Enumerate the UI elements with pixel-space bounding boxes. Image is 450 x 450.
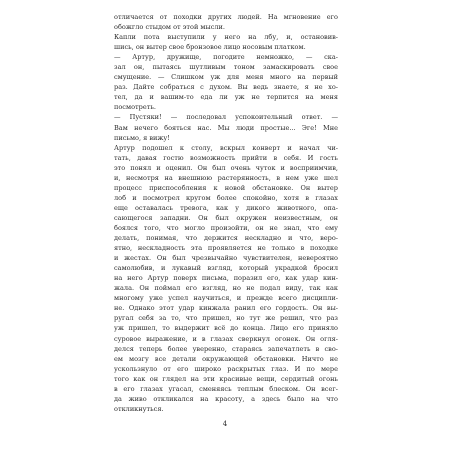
text-line: ем мозгу все детали окружающей обстановки. Ничто не bbox=[114, 354, 338, 363]
text-line: сающегося западни. Он был окружен неизвестным, он bbox=[114, 213, 338, 222]
text-line: Артур подошел к столу, вскрыл конверт и начал чи- bbox=[114, 143, 338, 152]
text-line: откликнуться. bbox=[114, 404, 164, 413]
text-line: и жестах. Он был чрезвычайно чувствителен, невероятно bbox=[114, 254, 338, 263]
text-line: лоб и посмотрел кругом более спокойно, хотя в глазах bbox=[114, 193, 338, 202]
text-line: в его глазах угасал, сменяясь теплым блеском. Он всег- bbox=[114, 384, 338, 393]
text-line: тать, давая гостю возможность прийти в себя. И гость bbox=[114, 153, 338, 162]
text-line: и, несмотря на внешнюю растерянность, в нем уже шел bbox=[114, 173, 338, 182]
text-line: Вам нечего бояться нас. Мы люди простые... Эге! Мне bbox=[114, 123, 338, 132]
text-line: не. Однако этот удар кинжала ранил его гордость. Он вы- bbox=[114, 304, 338, 313]
text-line: зал он, пытаясь шутливым тоном замаскировать свое bbox=[114, 63, 338, 72]
text-line: смущение. — Слишком уж для меня много на первый bbox=[114, 73, 338, 82]
text-line: ускользнуло от его широко раскрытых глаз. И по мере bbox=[114, 364, 338, 373]
body-text bbox=[114, 12, 338, 414]
text-line: ятно, нескладность эта проявляется не только в походке bbox=[114, 244, 338, 253]
text-line: обожгло стыдом от этой мысли. bbox=[114, 23, 225, 32]
text-line: шись, он вытер свое бронзовое лицо носовым платком. bbox=[114, 43, 306, 52]
text-line: процесс приспособления к новой обстановке. Он вытер bbox=[114, 183, 338, 192]
text-line: тел, да и вашим-то еда ли уж не терпится на меня bbox=[114, 93, 338, 102]
text-line: ругал себя за то, что пришел, но тут же решил, что раз bbox=[114, 314, 338, 323]
text-line: отличается от походки других людей. На мгновение его bbox=[114, 13, 338, 21]
text-line: на него Артур поверх письма, поразил его, как удар кин- bbox=[114, 274, 338, 283]
text-line: еще оставалась тревога, как у дикого животного, опа- bbox=[114, 203, 338, 212]
text-line: — Пустяки! — последовал успокоительный ответ. — bbox=[114, 113, 338, 122]
text-line: это понял и оценил. Он был очень чуток и восприимчив, bbox=[114, 163, 338, 172]
text-line: боялся того, что могло произойти, он не знал, что ему bbox=[114, 223, 338, 232]
text-line: уж пришел, то выдержит всё до конца. Лицо его приняло bbox=[114, 324, 338, 333]
text-line: многому уже успел научиться, и прежде всего дисципли- bbox=[114, 294, 338, 303]
text-line: Капли пота выступили у него на лбу, и, остановив- bbox=[114, 33, 338, 42]
text-line: суровое выражение, и в глазах сверкнул огонек. Он огля- bbox=[114, 334, 338, 343]
text-line: да живо откликался на красоту, а здесь было на что bbox=[114, 394, 338, 403]
text-line: раз. Дайте собраться с духом. Вы ведь знаете, я не хо- bbox=[114, 83, 338, 92]
text-line: письмо, я вижу! bbox=[114, 133, 170, 142]
text-line: самолюбив, и лукавый взгляд, который украдкой бросил bbox=[114, 264, 338, 273]
text-line: посмотреть. bbox=[114, 103, 156, 112]
text-line: делся теперь более уверенно, стараясь запечатлеть в сво- bbox=[114, 344, 338, 353]
text-line: делать, понимая, что держится нескладно и что, веро- bbox=[114, 234, 338, 243]
text-line: того как он глядел на эти красивые вещи, сердитый огонь bbox=[114, 374, 338, 383]
text-line: жала. Он поймал его взгляд, но не подал виду, так как bbox=[114, 284, 338, 293]
text-line: — Артур, дружище, погодите немножко, — ска- bbox=[114, 53, 338, 62]
page-number: 4 bbox=[222, 420, 228, 428]
